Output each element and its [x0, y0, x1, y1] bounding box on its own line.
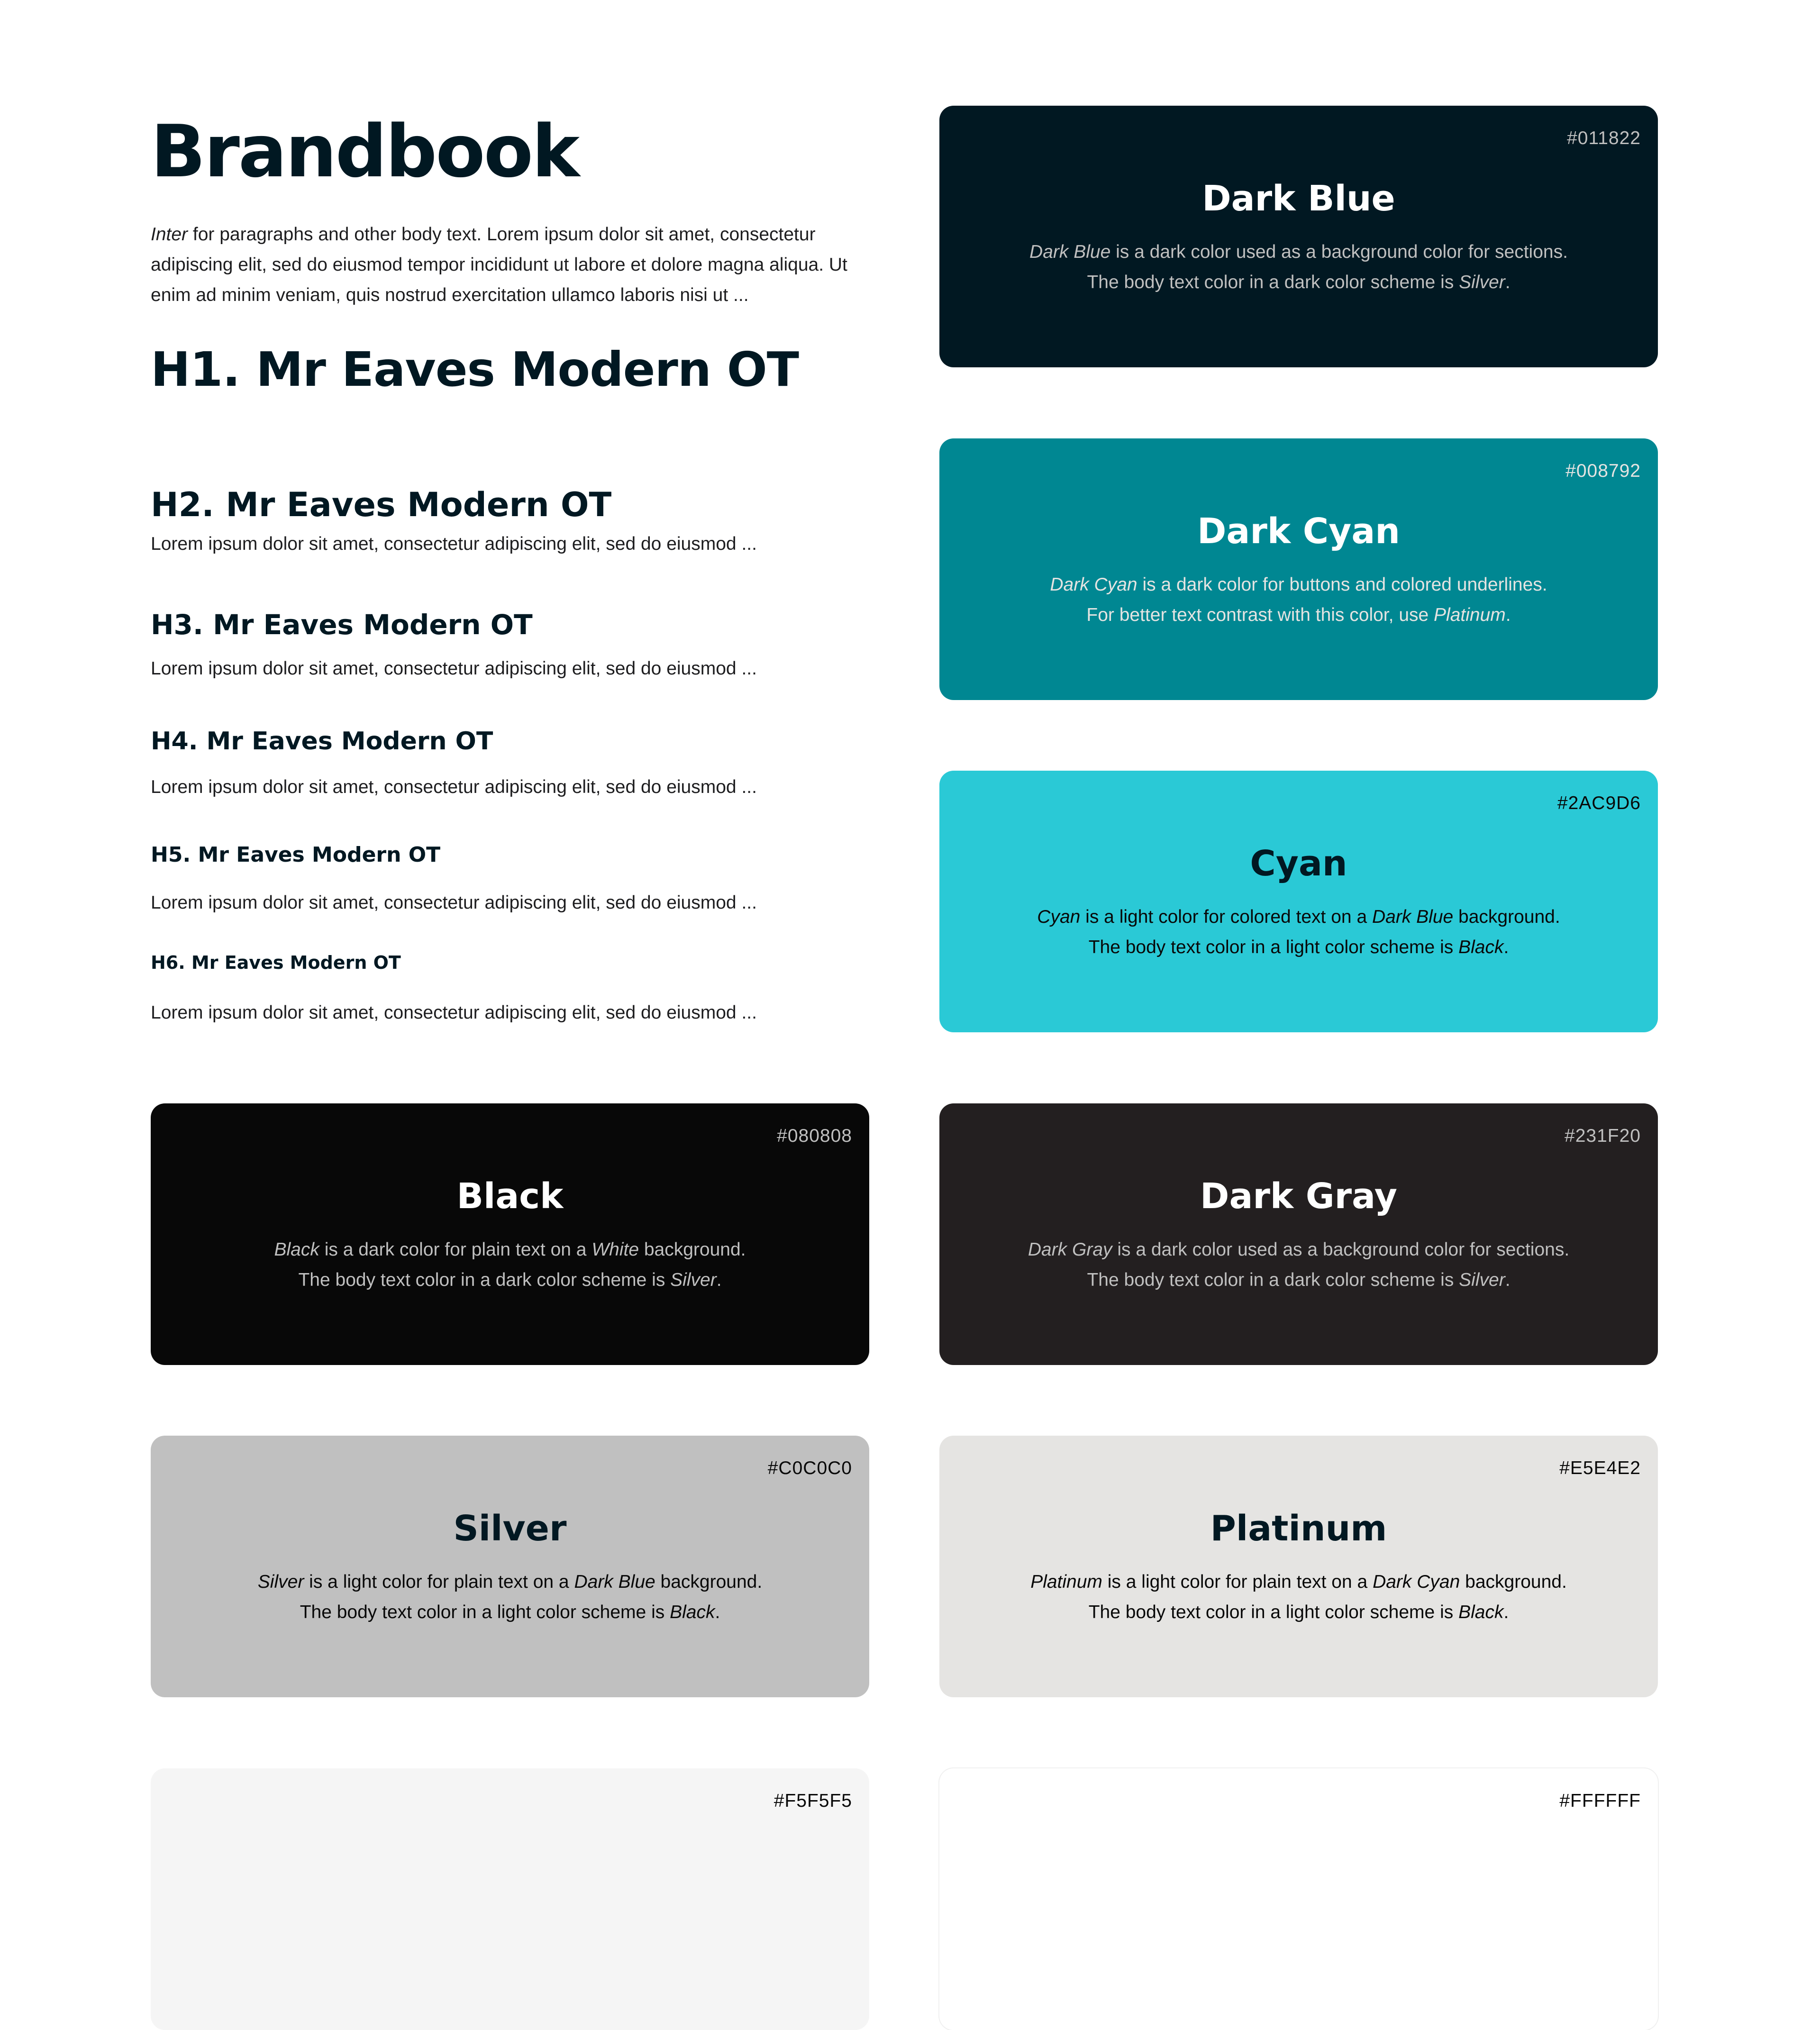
description-text: . — [1503, 1602, 1509, 1622]
swatch-platinum — [939, 1436, 1658, 1697]
description-text: is a light color for colored text on a — [1080, 907, 1372, 927]
color-name-emphasis: Platinum — [1434, 605, 1506, 625]
swatch-black — [151, 1103, 869, 1365]
description-text: background. — [639, 1239, 746, 1260]
swatch-name: Dark Cyan — [1197, 511, 1400, 552]
intro-text: for paragraphs and other body text. Lorem ipsum dolor sit amet, consectetur adipiscing elit, sed do eiusmod tempor incididunt ut labore et dolore magna aliqua. Ut enim ad minim veniam, quis nostrud exercitation ullamco laboris nisi ut ... — [151, 224, 847, 305]
heading-h4-body: Lorem ipsum dolor sit amet, consectetur adipiscing elit, sed do eiusmod ... — [151, 892, 757, 913]
swatch-dark-cyan — [939, 438, 1658, 700]
description-text: . — [1505, 272, 1511, 292]
description-text: is a dark color used as a background color for sections. — [1112, 1239, 1570, 1260]
description-text: The body text color in a light color scheme is — [1088, 1602, 1459, 1622]
color-name-emphasis: Dark Blue — [1372, 907, 1454, 927]
swatch-hex: #FFFFFF — [1559, 1791, 1641, 1811]
heading-h3-body: Lorem ipsum dolor sit amet, consectetur adipiscing elit, sed do eiusmod ... — [151, 777, 757, 797]
heading-h3-sample: H3. Mr Eaves Modern OT — [151, 609, 533, 641]
color-name-emphasis: Black — [1458, 1602, 1504, 1622]
swatch-name: Platinum — [1210, 1508, 1387, 1549]
swatch-dark-blue — [939, 106, 1658, 367]
description-text: The body text color in a dark color scheme is — [1087, 272, 1459, 292]
intro-font-name: Inter — [151, 224, 188, 245]
swatch-cyan — [939, 771, 1658, 1032]
swatch-description — [968, 1235, 1629, 1295]
color-name-emphasis: Dark Cyan — [1373, 1572, 1460, 1592]
color-name-emphasis: Black — [670, 1602, 715, 1622]
intro-paragraph — [151, 219, 871, 310]
heading-h1-sample: H1. Mr Eaves Modern OT — [151, 342, 799, 397]
heading-h2-body: Lorem ipsum dolor sit amet, consectetur adipiscing elit, sed do eiusmod ... — [151, 658, 757, 679]
color-name-emphasis: Dark Blue — [574, 1572, 655, 1592]
description-text: The body text color in a light color scheme is — [300, 1602, 670, 1622]
description-text: is a light color for plain text on a — [1102, 1572, 1373, 1592]
description-text: background. — [655, 1572, 763, 1592]
swatch-description — [179, 1235, 841, 1295]
swatch-description — [968, 1567, 1629, 1628]
description-text: is a light color for plain text on a — [304, 1572, 574, 1592]
description-text: . — [715, 1602, 720, 1622]
description-text: . — [716, 1270, 722, 1290]
swatch-hex: #008792 — [1565, 461, 1641, 481]
swatch-silver — [151, 1436, 869, 1697]
color-name-emphasis: Dark Gray — [1028, 1239, 1112, 1260]
description-text: The body text color in a light color scheme is — [1088, 937, 1459, 957]
color-name-emphasis: Black — [1458, 937, 1504, 957]
heading-h2-sample: H2. Mr Eaves Modern OT — [151, 485, 612, 524]
color-name-emphasis: Silver — [670, 1270, 717, 1290]
color-name-emphasis: White — [592, 1239, 639, 1260]
color-name-emphasis: Silver — [1459, 1270, 1505, 1290]
swatch-name: Silver — [453, 1508, 567, 1549]
swatch-name: Dark Blue — [1202, 178, 1395, 219]
color-name-emphasis: Dark Blue — [1029, 242, 1111, 262]
description-text: For better text contrast with this color, use — [1086, 605, 1434, 625]
swatch-name: Dark Gray — [1200, 1176, 1397, 1217]
color-name-emphasis: Dark Cyan — [1050, 574, 1138, 595]
swatch-description — [968, 237, 1629, 298]
description-text: . — [1503, 937, 1509, 957]
color-name-emphasis: Silver — [1459, 272, 1505, 292]
swatch-hex: #080808 — [777, 1126, 852, 1146]
description-text: The body text color in a dark color scheme is — [298, 1270, 671, 1290]
description-text: is a dark color for plain text on a — [319, 1239, 592, 1260]
typography-section — [151, 109, 871, 1023]
swatch-hex: #231F20 — [1565, 1126, 1641, 1146]
swatch-name: Black — [456, 1176, 564, 1217]
description-text: is a dark color used as a background color for sections. — [1110, 242, 1568, 262]
description-text: background. — [1460, 1572, 1567, 1592]
heading-h5-sample: H5. Mr Eaves Modern OT — [151, 843, 441, 867]
color-name-emphasis: Silver — [257, 1572, 304, 1592]
description-text: background. — [1453, 907, 1560, 927]
description-text: is a dark color for buttons and colored underlines. — [1137, 574, 1547, 595]
page-title: Brandbook — [151, 109, 579, 193]
swatch-hex: #F5F5F5 — [774, 1791, 852, 1811]
heading-h5-body: Lorem ipsum dolor sit amet, consectetur adipiscing elit, sed do eiusmod ... — [151, 1002, 757, 1023]
swatch-hex: #E5E4E2 — [1559, 1458, 1641, 1478]
swatch-hex: #C0C0C0 — [767, 1458, 852, 1478]
heading-h4-sample: H4. Mr Eaves Modern OT — [151, 727, 493, 756]
heading-h6-sample: H6. Mr Eaves Modern OT — [151, 952, 401, 973]
swatch-description — [968, 902, 1629, 963]
swatch-dark-gray — [939, 1103, 1658, 1365]
description-text: . — [1505, 605, 1511, 625]
heading-h1-body: Lorem ipsum dolor sit amet, consectetur adipiscing elit, sed do eiusmod ... — [151, 534, 757, 554]
color-name-emphasis: Cyan — [1037, 907, 1081, 927]
swatch-description — [179, 1567, 841, 1628]
swatch-hex: #011822 — [1567, 128, 1641, 148]
swatch-hex: #2AC9D6 — [1557, 793, 1641, 813]
swatch-white — [939, 1768, 1658, 2030]
color-name-emphasis: Black — [274, 1239, 319, 1260]
swatch-white-smoke — [151, 1768, 869, 2030]
description-text: . — [1505, 1270, 1511, 1290]
color-name-emphasis: Platinum — [1030, 1572, 1102, 1592]
description-text: The body text color in a dark color scheme is — [1087, 1270, 1459, 1290]
swatch-description — [968, 570, 1629, 630]
swatch-name: Cyan — [1250, 843, 1347, 884]
